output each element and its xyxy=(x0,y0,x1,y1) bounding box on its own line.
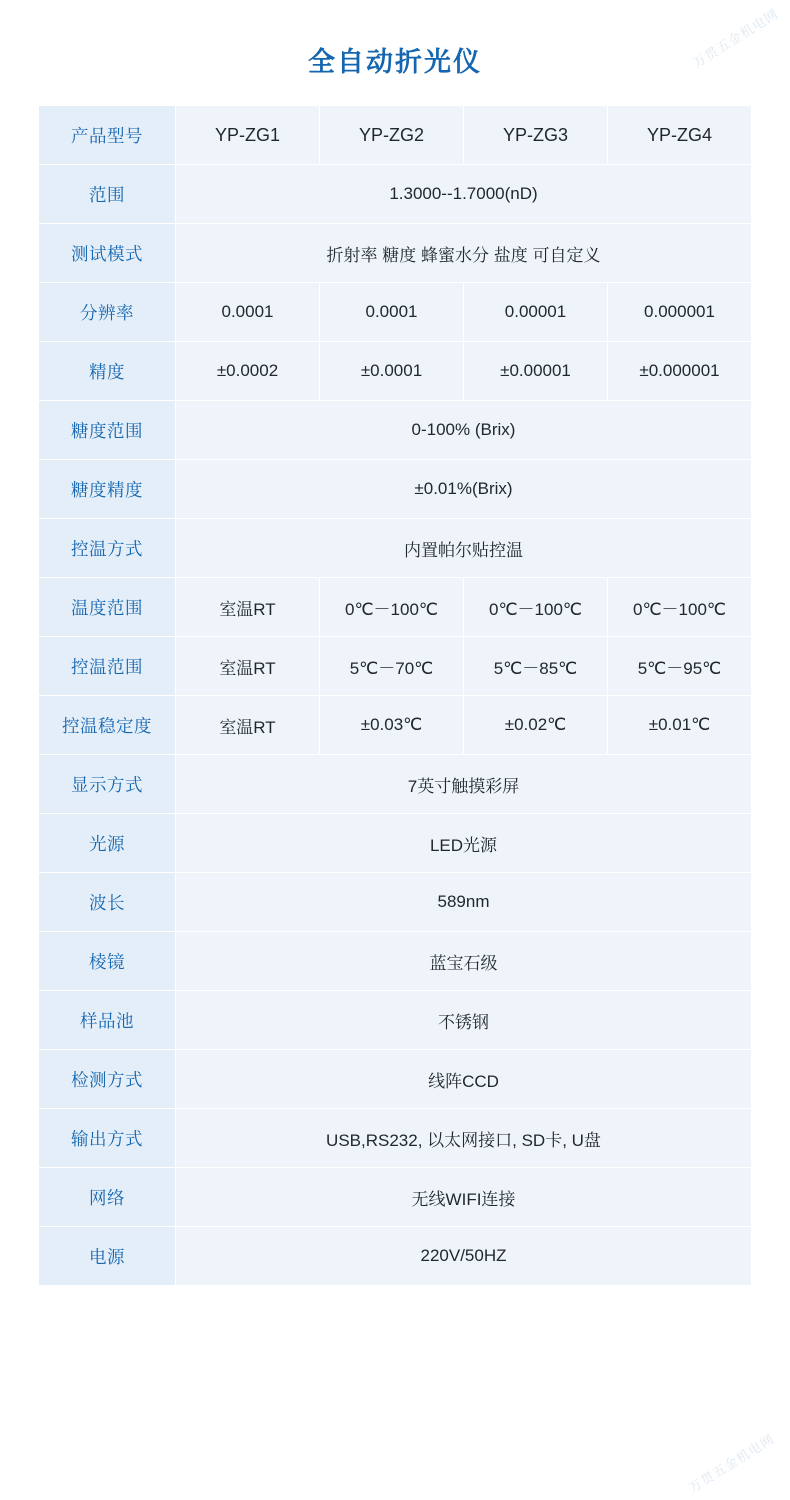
table-row xyxy=(39,401,752,460)
row-label: 测试模式 xyxy=(39,224,176,283)
row-label: 检测方式 xyxy=(39,1050,176,1109)
table-row xyxy=(39,1168,752,1227)
table-row xyxy=(39,696,752,755)
row-label: 糖度范围 xyxy=(39,401,176,460)
row-value: YP-ZG2 xyxy=(320,106,464,165)
watermark-top-right: 万贯五金机电网 xyxy=(689,6,782,71)
row-value: 室温RT xyxy=(176,637,320,696)
row-label: 输出方式 xyxy=(39,1109,176,1168)
table-row xyxy=(39,814,752,873)
row-value: 线阵CCD xyxy=(176,1050,752,1109)
row-value: ±0.03℃ xyxy=(320,696,464,755)
watermark-bottom-right: 万贯五金机电网 xyxy=(685,1431,778,1496)
row-label: 样品池 xyxy=(39,991,176,1050)
row-value: 无线WIFI连接 xyxy=(176,1168,752,1227)
page-title: 全自动折光仪 xyxy=(308,47,482,77)
table-row xyxy=(39,106,752,165)
row-value: 0℃－100℃ xyxy=(320,578,464,637)
row-value: 不锈钢 xyxy=(176,991,752,1050)
table-row xyxy=(39,873,752,932)
row-value: 蓝宝石级 xyxy=(176,932,752,991)
row-label: 糖度精度 xyxy=(39,460,176,519)
row-value: YP-ZG4 xyxy=(608,106,752,165)
row-label: 产品型号 xyxy=(39,106,176,165)
row-label: 光源 xyxy=(39,814,176,873)
row-value: ±0.0001 xyxy=(320,342,464,401)
table-row xyxy=(39,460,752,519)
row-value: YP-ZG3 xyxy=(464,106,608,165)
row-label: 控温方式 xyxy=(39,519,176,578)
row-label: 范围 xyxy=(39,165,176,224)
row-value: 室温RT xyxy=(176,578,320,637)
row-value: 0.00001 xyxy=(464,283,608,342)
table-row xyxy=(39,165,752,224)
table-row xyxy=(39,283,752,342)
row-value: YP-ZG1 xyxy=(176,106,320,165)
row-value: ±0.01℃ xyxy=(608,696,752,755)
row-label: 温度范围 xyxy=(39,578,176,637)
row-value: USB,RS232, 以太网接口, SD卡, U盘 xyxy=(176,1109,752,1168)
row-value: 0.000001 xyxy=(608,283,752,342)
table-row xyxy=(39,342,752,401)
table-row xyxy=(39,578,752,637)
row-value: 室温RT xyxy=(176,696,320,755)
table-row xyxy=(39,932,752,991)
row-label: 棱镜 xyxy=(39,932,176,991)
row-value: 5℃－85℃ xyxy=(464,637,608,696)
table-row xyxy=(39,519,752,578)
table-row xyxy=(39,637,752,696)
row-value: LED光源 xyxy=(176,814,752,873)
row-value: 0.0001 xyxy=(320,283,464,342)
row-value: 0.0001 xyxy=(176,283,320,342)
table-row xyxy=(39,1050,752,1109)
row-label: 控温范围 xyxy=(39,637,176,696)
row-value: 0℃－100℃ xyxy=(464,578,608,637)
spec-table-body xyxy=(39,106,752,1286)
row-label: 电源 xyxy=(39,1227,176,1286)
row-label: 显示方式 xyxy=(39,755,176,814)
table-row xyxy=(39,224,752,283)
row-value: 0-100% (Brix) xyxy=(176,401,752,460)
table-row xyxy=(39,1227,752,1286)
row-value: 内置帕尔贴控温 xyxy=(176,519,752,578)
table-row xyxy=(39,991,752,1050)
row-value: ±0.01%(Brix) xyxy=(176,460,752,519)
row-value: 589nm xyxy=(176,873,752,932)
row-label: 波长 xyxy=(39,873,176,932)
table-row xyxy=(39,755,752,814)
row-label: 分辨率 xyxy=(39,283,176,342)
row-value: 5℃－95℃ xyxy=(608,637,752,696)
row-value: ±0.000001 xyxy=(608,342,752,401)
row-value: 0℃－100℃ xyxy=(608,578,752,637)
row-label: 控温稳定度 xyxy=(39,696,176,755)
row-value: 220V/50HZ xyxy=(176,1227,752,1286)
row-value: 7英寸触摸彩屏 xyxy=(176,755,752,814)
row-value: ±0.00001 xyxy=(464,342,608,401)
specification-table xyxy=(38,105,752,1286)
row-value: ±0.0002 xyxy=(176,342,320,401)
row-label: 精度 xyxy=(39,342,176,401)
row-value: ±0.02℃ xyxy=(464,696,608,755)
row-value: 折射率 糖度 蜂蜜水分 盐度 可自定义 xyxy=(176,224,752,283)
row-label: 网络 xyxy=(39,1168,176,1227)
row-value: 5℃－70℃ xyxy=(320,637,464,696)
spec-sheet xyxy=(38,18,752,1286)
table-row xyxy=(39,1109,752,1168)
row-value: 1.3000--1.7000(nD) xyxy=(176,165,752,224)
